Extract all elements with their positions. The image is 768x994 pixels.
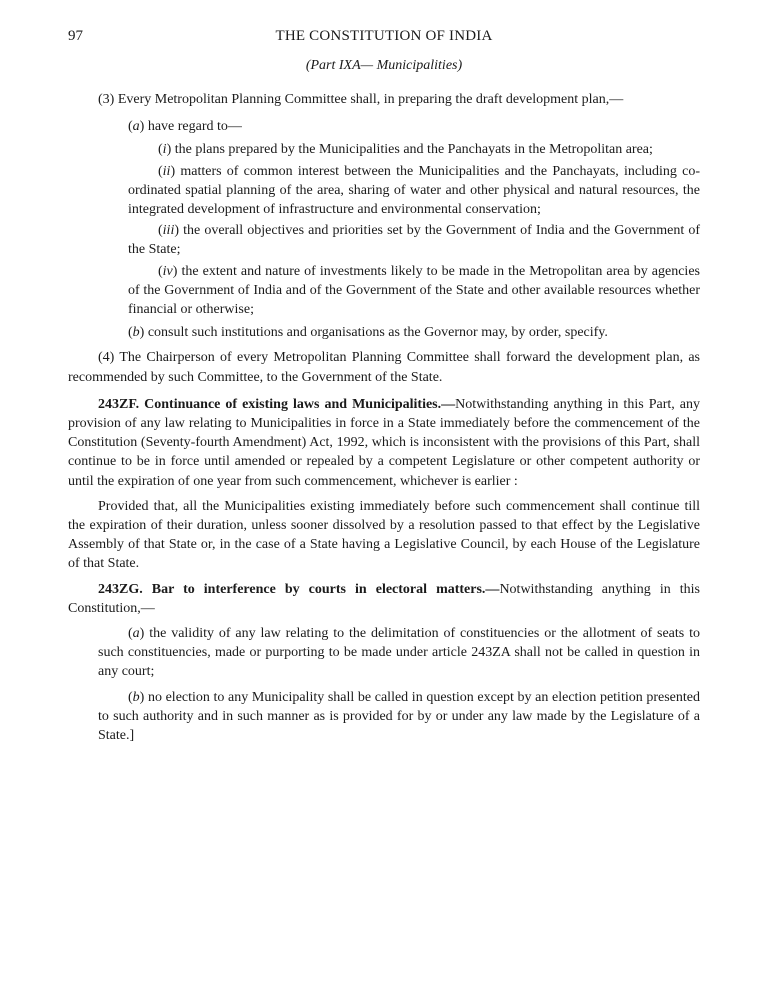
marker: iii — [162, 223, 175, 239]
item-text: no election to any Municipality shall be called in question except by an election petition presented to such authority and in such manner as is provided for by or under any law made by the Legislature of a State.] — [98, 689, 700, 744]
item-iii: (iii) the overall objectives and priorities set by the Government of India and the Government of the State; — [128, 223, 700, 258]
marker: i — [162, 142, 167, 158]
section-243zg-item-b: (b) no election to any Municipality shall be called in question except by an election petition presented to such authority and in such manner as is provided for by or under any law made by the Legislature of a State.] — [98, 689, 700, 744]
marker: b — [132, 689, 140, 705]
item-ii: (ii) matters of common interest between the Municipalities and the Panchayats, including co-ordinated spatial planning of the area, sharing of water and other physical and natural resources, the integrated development of infrastructure and environmental conservation; — [128, 163, 700, 218]
section-body: Notwithstanding anything in this Constitution,— — [68, 581, 700, 616]
marker: ii — [162, 163, 171, 179]
item-text: matters of common interest between the Municipalities and the Panchayats, including co-ordinated spatial planning of the area, sharing of water and other physical and natural resources, the integrated development of infrastructure and environmental conservation; — [128, 163, 700, 218]
section-heading: 243ZF. Continuance of existing laws and Municipalities.— — [98, 396, 456, 412]
item-text: the validity of any law relating to the delimitation of constituencies or the allotment of seats to such constituencies, made or purporting to be made under article 243ZA shall not be called in question in any court; — [98, 626, 700, 680]
clause-3-sub-b: (b) consult such institutions and organisations as the Governor may, by order, specify. — [128, 325, 608, 341]
sub-a-text: have regard to— — [144, 119, 242, 135]
clause-3-sub-a: (a) have regard to— — [128, 119, 242, 135]
item-text: the plans prepared by the Municipalities and the Panchayats in the Metropolitan area; — [171, 142, 653, 158]
section-243zg — [68, 580, 700, 618]
item-i: (i) the plans prepared by the Municipalities and the Panchayats in the Metropolitan area; — [158, 142, 653, 158]
section-243zg-item-a: (a) the validity of any law relating to the delimitation of constituencies or the allotment of seats to such constituencies, made or purporting to be made under article 243ZA shall not be called in question in any court; — [98, 626, 700, 680]
running-title: THE CONSTITUTION OF INDIA — [275, 28, 493, 44]
marker: b — [132, 325, 140, 341]
proviso-243zf: Provided that, all the Municipalities existing immediately before such commencement shall continue till the expiration of their duration, unless sooner dissolved by a resolution passed to that effect by the Legislative Assembly of that State or, in the case of a State having a Legislative Council, by each House of the Legislature of that State. — [68, 498, 700, 572]
document-body — [68, 90, 700, 751]
clause-3: (3) Every Metropolitan Planning Committee shall, in preparing the draft development plan,— — [98, 92, 624, 107]
section-body: Notwithstanding anything in this Part, any provision of any law relating to Municipalities in force in a State immediately before the commencement of the Constitution (Seventy-fourth Amendment) Act, 1992, which is inconsistent with the provisions of this Part, shall continue to be in force until amended or repealed by a competent Legislature or other competent authority or until the expiration of one year from such commencement, whichever is earlier : — [68, 396, 700, 489]
page-number: 97 — [68, 28, 83, 44]
section-heading: 243ZG. Bar to interference by courts in electoral matters.— — [98, 581, 500, 597]
item-text: the extent and nature of investments likely to be made in the Metropolitan area by agencies of the Government of India and of the Government of the State and other available resources whether financial or otherwise; — [128, 263, 700, 318]
part-subtitle: (Part IXA— Municipalities) — [305, 58, 463, 73]
page-header — [68, 28, 700, 48]
item-iv: (iv) the extent and nature of investments likely to be made in the Metropolitan area by agencies of the Government of India and of the Government of the State and other available resources whether financial or otherwise; — [128, 263, 700, 318]
marker: iv — [162, 263, 173, 279]
clause-4: (4) The Chairperson of every Metropolitan Planning Committee shall forward the development plan, as recommended by such Committee, to the Government of the State. — [68, 350, 700, 385]
marker: a — [132, 626, 140, 642]
item-text: the overall objectives and priorities set by the Government of India and the Government of the State; — [128, 223, 700, 258]
marker: a — [132, 119, 140, 135]
section-243zf — [68, 395, 700, 491]
sub-b-text: consult such institutions and organisations as the Governor may, by order, specify. — [144, 325, 608, 341]
